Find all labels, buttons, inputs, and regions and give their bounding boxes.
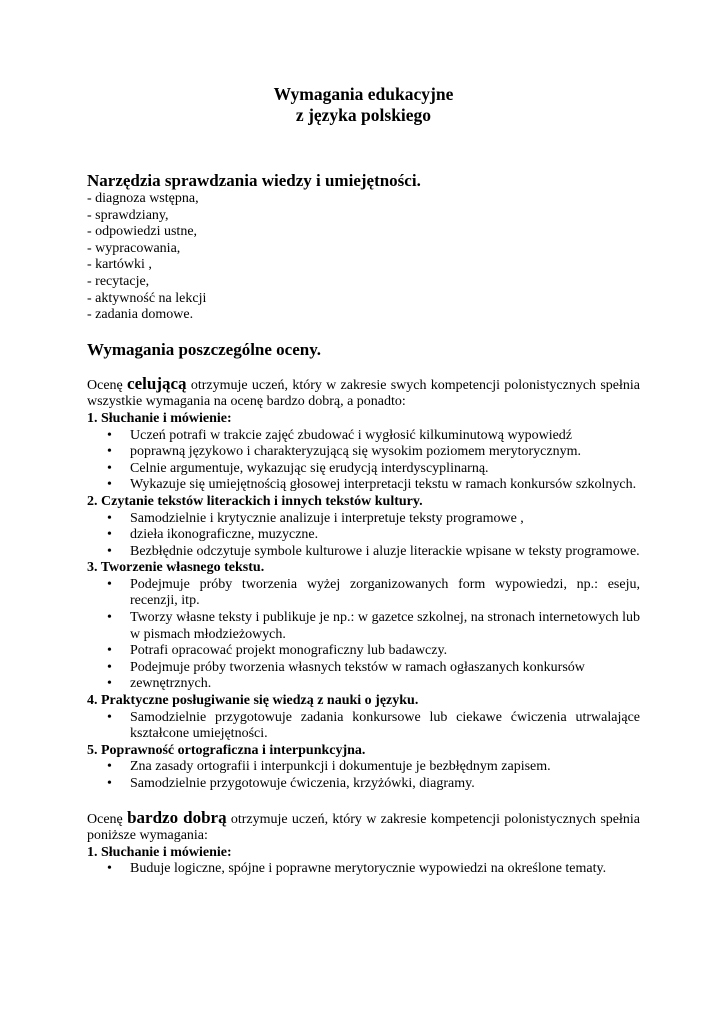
list-item: • Bezbłędnie odczytuje symbole kulturowe i aluzje literackie wpisane w teksty programowe. xyxy=(87,544,640,561)
bardzo-dobra-intro-post: otrzymuje uczeń, który w zakresie kompetencji polonistycznych spełnia poniższe wymagania: xyxy=(87,811,640,844)
celujaca-intro-post: otrzymuje uczeń, który w zakresie swych kompetencji polonistycznych spełnia wszystkie wymagania na ocenę bardzo dobrą, a ponadto: xyxy=(87,377,640,410)
list-item: • Tworzy własne teksty i publikuje je np.: w gazetce szkolnej, na stronach internetowych lub w pismach młodzieżowych. xyxy=(87,610,640,643)
celujaca-section-list xyxy=(87,759,640,792)
grade-celujaca: celującą xyxy=(127,373,187,393)
bardzo-dobra-intro-pre: Ocenę xyxy=(87,811,128,827)
tools-section xyxy=(87,171,640,324)
title-line-1: Wymagania edukacyjne xyxy=(273,84,454,104)
tools-list xyxy=(87,191,640,324)
list-item: • Wykazuje się umiejętnością głosowej interpretacji tekstu w ramach konkursów szkolnych. xyxy=(87,477,640,494)
list-item: • Zna zasady ortografii i interpunkcji i dokumentuje je bezbłędnym zapisem. xyxy=(87,759,640,776)
tools-item: - sprawdziany, xyxy=(87,207,169,223)
requirements-heading: Wymagania poszczególne oceny. xyxy=(87,339,322,359)
tools-item: - zadania domowe. xyxy=(87,307,194,323)
celujaca-section-title: 1. Słuchanie i mówienie: xyxy=(87,410,232,426)
grade-bardzo-dobra: bardzo dobrą xyxy=(127,807,227,827)
bardzo-dobra-section-title: 1. Słuchanie i mówienie: xyxy=(87,844,232,860)
celujaca-section-title: 2. Czytanie tekstów literackich i innych tekstów kultury. xyxy=(87,493,423,509)
title-line-2: z języka polskiego xyxy=(295,105,432,125)
list-item: • Uczeń potrafi w trakcie zajęć zbudować i wygłosić kilkuminutową wypowiedź xyxy=(87,428,640,445)
bardzo-dobra-intro xyxy=(87,807,640,845)
tools-item: - aktywność na lekcji xyxy=(87,290,207,306)
tools-item: - odpowiedzi ustne, xyxy=(87,224,198,240)
bardzo-dobra-section-list xyxy=(87,861,640,878)
tools-item: - diagnoza wstępna, xyxy=(87,191,199,206)
list-item: • Samodzielnie przygotowuje ćwiczenia, krzyżówki, diagramy. xyxy=(87,776,640,793)
celujaca-section-list xyxy=(87,511,640,561)
list-item: • Podejmuje próby tworzenia własnych tekstów w ramach ogłaszanych konkursów xyxy=(87,660,640,677)
tools-item: - wypracowania, xyxy=(87,240,181,256)
list-item: • zewnętrznych. xyxy=(87,676,640,693)
list-item: • Celnie argumentuje, wykazując się erudycją interdyscyplinarną. xyxy=(87,461,640,478)
celujaca-section-list xyxy=(87,577,640,693)
celujaca-section-title: 3. Tworzenie własnego tekstu. xyxy=(87,560,265,576)
document-page xyxy=(87,84,640,878)
celujaca-section-list xyxy=(87,428,640,494)
list-item: • Podejmuje próby tworzenia wyżej zorganizowanych form wypowiedzi, np.: eseju, recenzji, itp. xyxy=(87,577,640,610)
tools-heading: Narzędzia sprawdzania wiedzy i umiejętności. xyxy=(87,171,421,190)
list-item: • Samodzielnie przygotowuje zadania konkursowe lub ciekawe ćwiczenia utrwalające kształcone umiejętności. xyxy=(87,710,640,743)
requirements-section xyxy=(87,340,640,878)
list-item: • Samodzielnie i krytycznie analizuje i interpretuje teksty programowe , xyxy=(87,511,640,528)
celujaca-section-title: 4. Praktyczne posługiwanie się wiedzą z nauki o języku. xyxy=(87,693,419,709)
document-title xyxy=(87,84,640,126)
tools-item: - recytacje, xyxy=(87,273,150,289)
tools-item: - kartówki , xyxy=(87,257,152,273)
celujaca-section-title: 5. Poprawność ortograficzna i interpunkcyjna. xyxy=(87,742,366,758)
list-item: • dzieła ikonograficzne, muzyczne. xyxy=(87,527,640,544)
list-item: • poprawną językowo i charakteryzującą się wysokim poziomem merytorycznym. xyxy=(87,444,640,461)
celujaca-intro xyxy=(87,373,640,411)
celujaca-section-list xyxy=(87,710,640,743)
celujaca-intro-pre: Ocenę xyxy=(87,377,128,393)
list-item: • Potrafi opracować projekt monograficzny lub badawczy. xyxy=(87,643,640,660)
list-item: • Buduje logiczne, spójne i poprawne merytorycznie wypowiedzi na określone tematy. xyxy=(87,861,640,878)
